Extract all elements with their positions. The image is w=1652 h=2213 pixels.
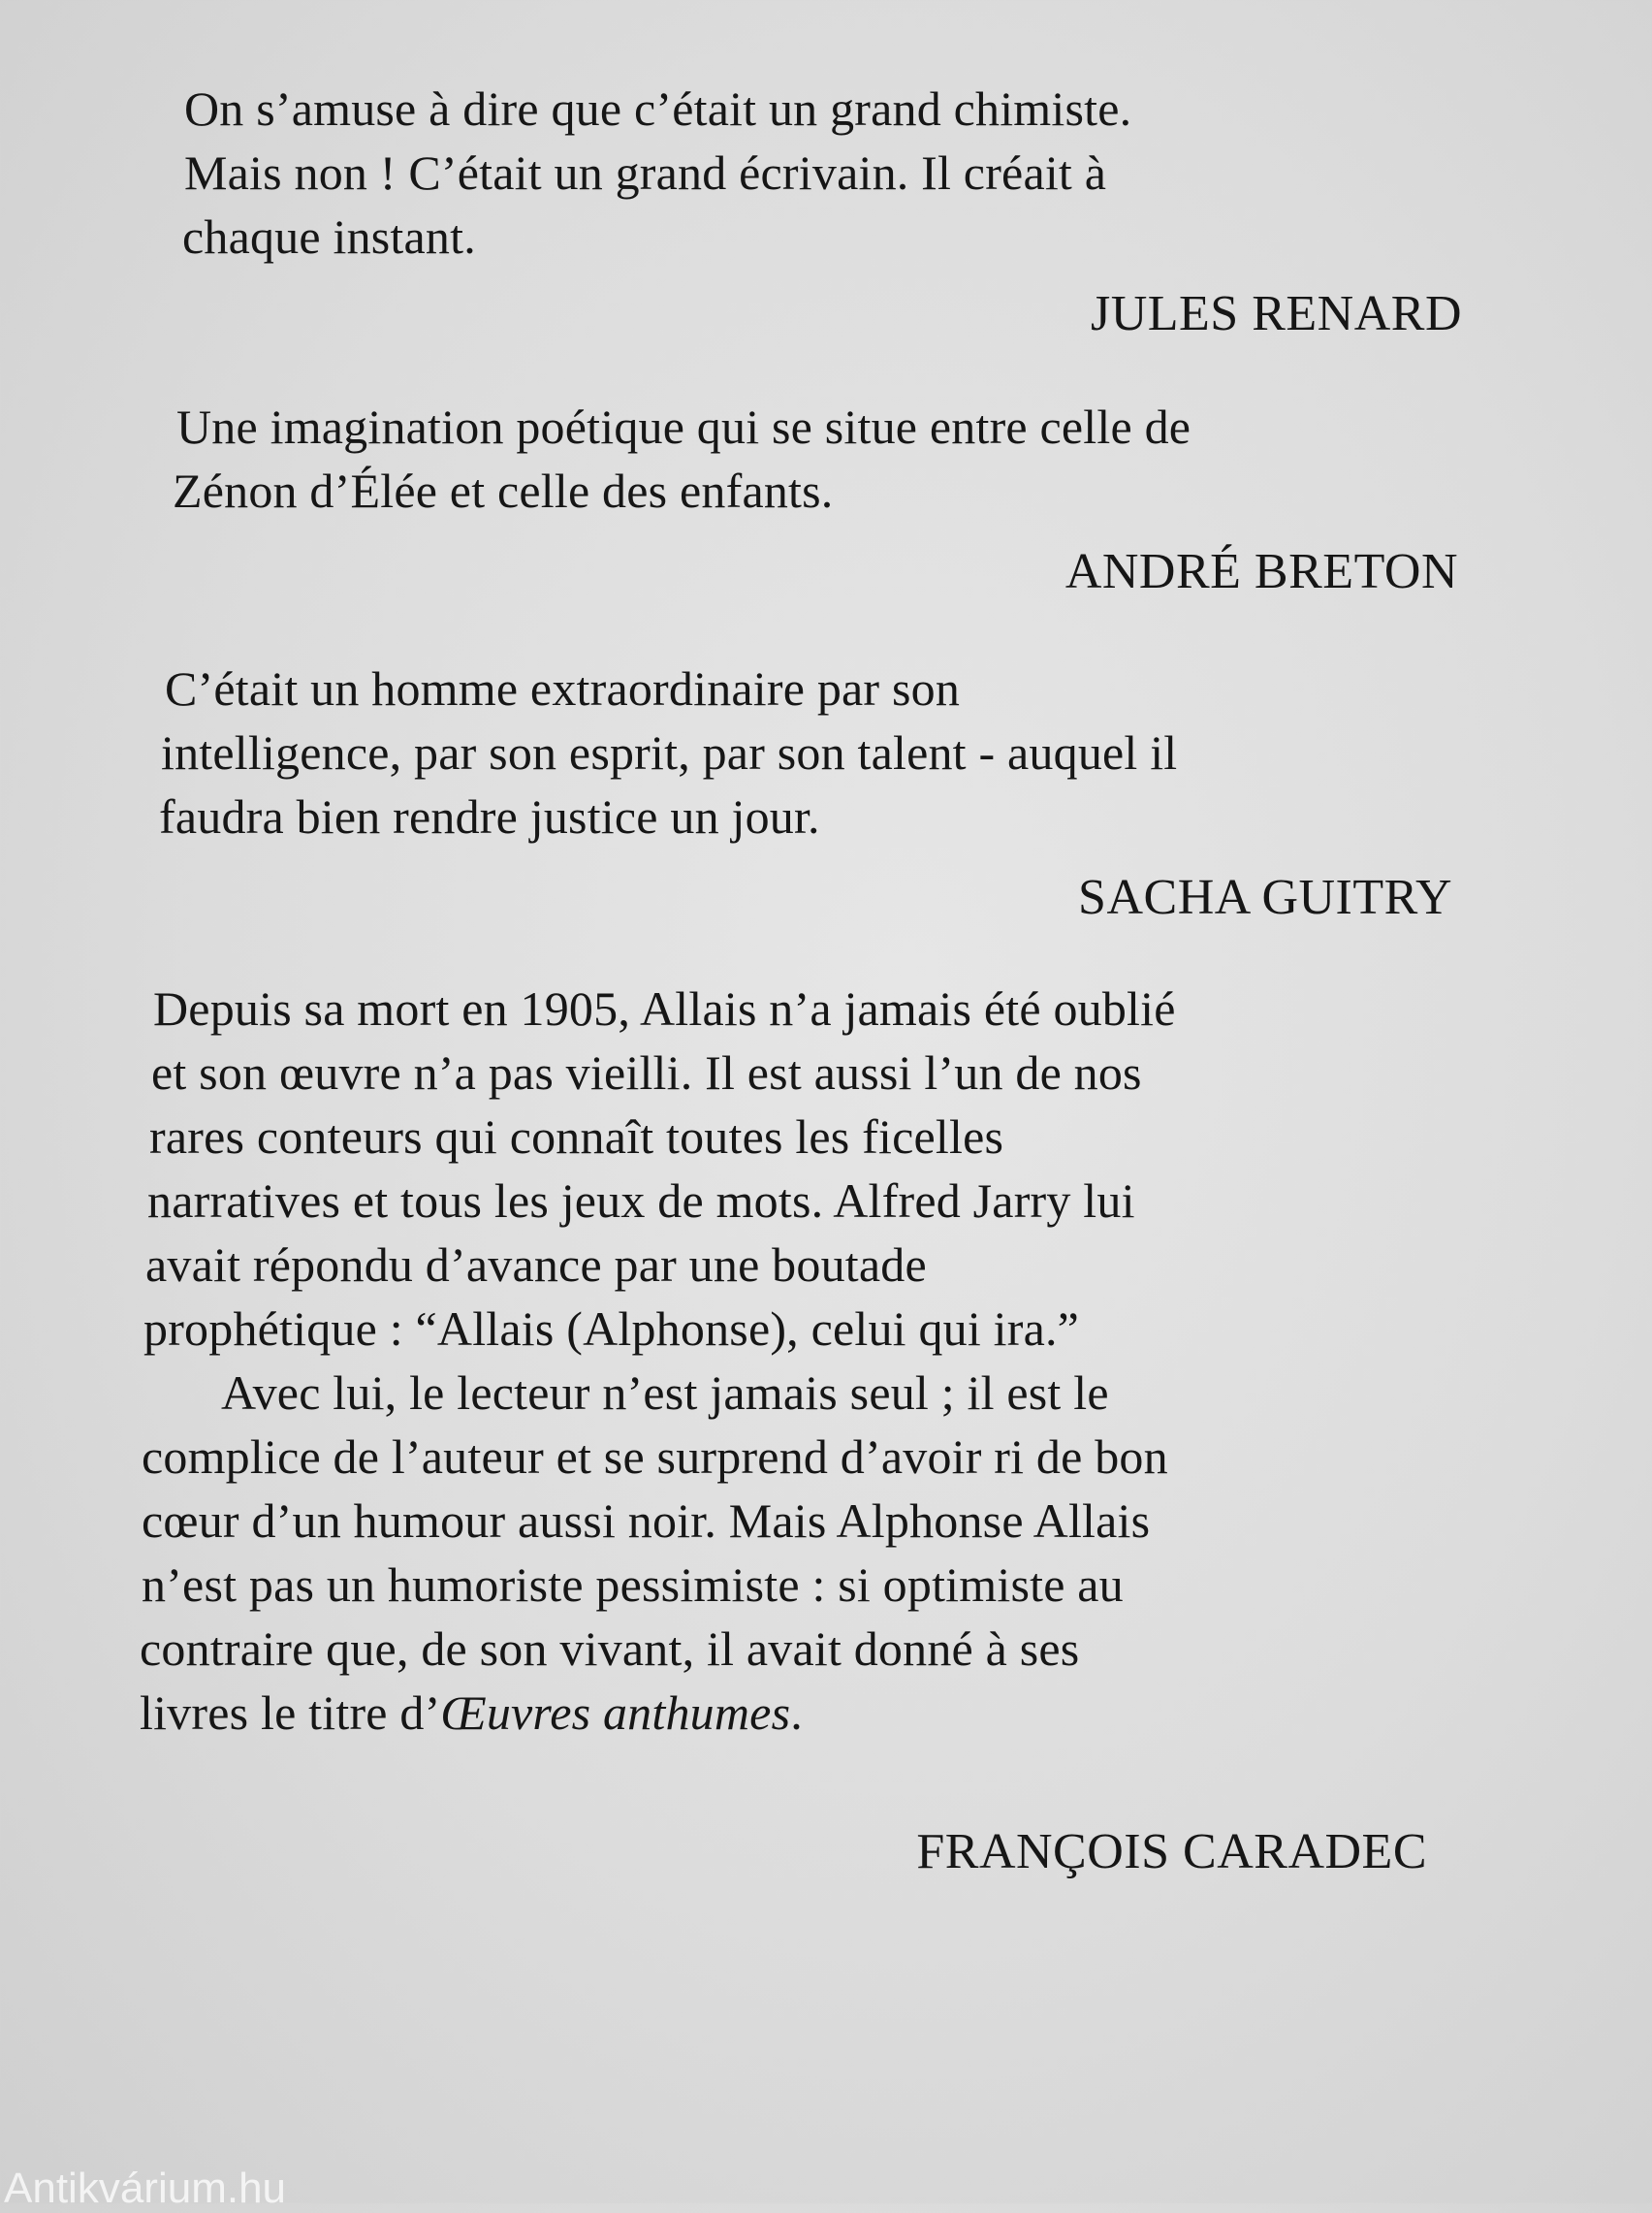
watermark: Antikvárium.hu	[4, 2165, 287, 2212]
quote-line: et son œuvre n’a pas vieilli. Il est aussi l’un de nos	[151, 1045, 1142, 1100]
book-title: Œuvres anthumes	[440, 1685, 791, 1740]
quote-line: C’était un homme extraordinaire par son	[165, 661, 961, 716]
author-name: SACHA GUITRY	[1078, 870, 1452, 925]
quote-line: Depuis sa mort en 1905, Allais n’a jamais été oublié	[153, 981, 1176, 1036]
author-name: ANDRÉ BRETON	[1064, 544, 1458, 599]
quote-line: Avec lui, le lecteur n’est jamais seul ; il est le	[221, 1365, 1109, 1420]
author-name: JULES RENARD	[1090, 286, 1462, 341]
quote-line-last	[140, 1684, 803, 1742]
quote-line: intelligence, par son esprit, par son talent - auquel il	[161, 725, 1178, 780]
quote-line: Zénon d’Élée et celle des enfants.	[173, 464, 834, 518]
quote-line: cœur d’un humour aussi noir. Mais Alphonse Allais	[142, 1493, 1151, 1548]
quote-line: contraire que, de son vivant, il avait donné à ses	[140, 1621, 1080, 1676]
quote-line: chaque instant.	[182, 209, 476, 264]
quote-line: Une imagination poétique qui se situe entre celle de	[176, 400, 1191, 454]
quote-line: prophétique : “Allais (Alphonse), celui qui ira.”	[143, 1301, 1080, 1356]
quote-line: n’est pas un humoriste pessimiste : si optimiste au	[142, 1557, 1124, 1612]
quote-line: narratives et tous les jeux de mots. Alfred Jarry lui	[147, 1173, 1135, 1228]
quote-line: complice de l’auteur et se surprend d’avoir ri de bon	[142, 1429, 1168, 1484]
quote-line: On s’amuse à dire que c’était un grand chimiste.	[184, 81, 1132, 136]
final-punctuation: .	[790, 1685, 803, 1740]
quote-line: rares conteurs qui connaît toutes les ficelles	[149, 1109, 1004, 1164]
quote-line: Mais non ! C’était un grand écrivain. Il créait à	[184, 145, 1107, 200]
author-name: FRANÇOIS CARADEC	[916, 1824, 1427, 1879]
quote-line: faudra bien rendre justice un jour.	[159, 789, 820, 844]
quote-line: avait répondu d’avance par une boutade	[145, 1237, 927, 1292]
quote-line-text: livres le titre d’	[140, 1685, 441, 1740]
